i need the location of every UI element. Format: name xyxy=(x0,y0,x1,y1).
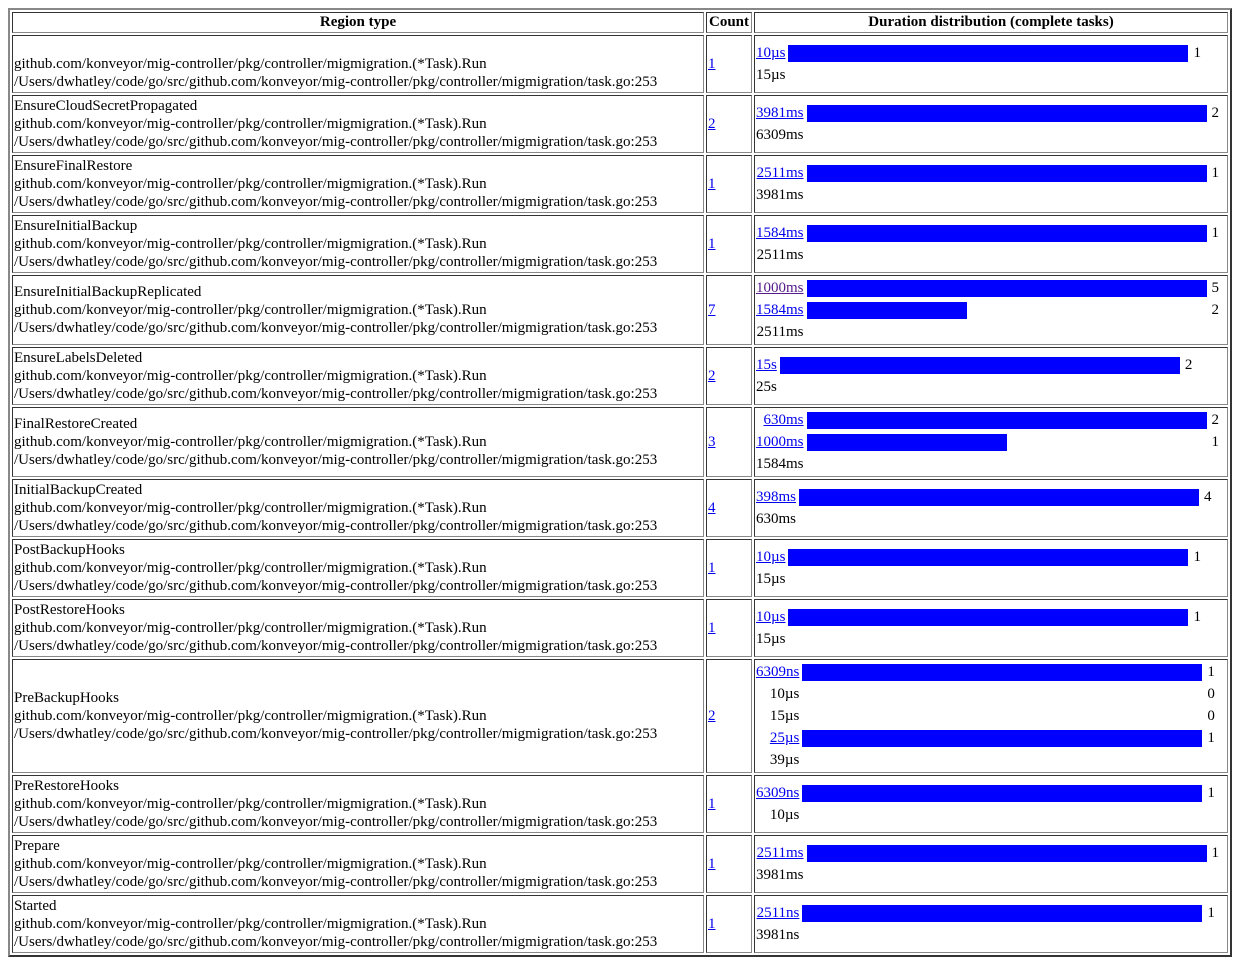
duration-distribution-cell xyxy=(754,155,1228,213)
histogram-bar xyxy=(802,905,1202,922)
duration-distribution-cell xyxy=(754,895,1228,953)
count-cell xyxy=(706,407,752,477)
histogram-bar xyxy=(780,357,1180,374)
region-name: PostBackupHooks xyxy=(14,542,125,558)
region-table-body xyxy=(12,35,1228,953)
histogram-bar xyxy=(799,489,1199,506)
count-cell xyxy=(706,895,752,953)
duration-distribution-cell xyxy=(754,539,1228,597)
upper-bound-label: 2511ms xyxy=(756,246,804,263)
bucket-count: 1 xyxy=(1207,729,1215,746)
histogram-bucket xyxy=(756,354,1192,376)
upper-bound-label: 3981ms xyxy=(756,186,804,203)
bucket-count: 1 xyxy=(1193,608,1201,625)
bucket-link[interactable]: 10µs xyxy=(756,44,786,61)
histogram-bar xyxy=(788,45,1188,62)
region-type-cell xyxy=(12,659,704,773)
histogram xyxy=(756,486,1212,530)
header-count: Count xyxy=(706,12,752,33)
histogram-bucket xyxy=(756,42,1201,64)
upper-bound-label: 15µs xyxy=(756,630,786,647)
upper-bound-label: 10µs xyxy=(769,806,800,823)
histogram-bar xyxy=(802,664,1202,681)
histogram-bucket xyxy=(756,661,1215,683)
bucket-link[interactable]: 1584ms xyxy=(756,224,804,241)
region-name: EnsureInitialBackupReplicated xyxy=(14,284,202,300)
bucket-link[interactable]: 2511ns xyxy=(756,904,800,921)
histogram-bar xyxy=(807,280,1207,297)
histogram xyxy=(756,354,1192,398)
histogram-bucket xyxy=(756,222,1219,244)
region-type-cell xyxy=(12,407,704,477)
region-file: /Users/dwhatley/code/go/src/github.com/konveyor/mig-controller/pkg/controller/migmigration/task.go:253 xyxy=(14,74,658,90)
region-name: EnsureInitialBackup xyxy=(14,218,138,234)
region-type-cell xyxy=(12,599,704,657)
bucket-link[interactable]: 25µs xyxy=(769,729,800,746)
region-file: /Users/dwhatley/code/go/src/github.com/konveyor/mig-controller/pkg/controller/migmigration/task.go:253 xyxy=(14,726,658,742)
histogram-bar xyxy=(807,225,1207,242)
count-link[interactable]: 1 xyxy=(708,915,716,932)
duration-distribution-cell xyxy=(754,95,1228,153)
histogram xyxy=(756,409,1219,475)
bucket-count: 0 xyxy=(1207,685,1215,702)
histogram xyxy=(756,277,1219,343)
count-link[interactable]: 1 xyxy=(708,855,716,872)
histogram xyxy=(756,661,1215,771)
table-row xyxy=(12,407,1228,477)
histogram-bucket xyxy=(756,782,1215,804)
region-function: github.com/konveyor/mig-controller/pkg/controller/migmigration.(*Task).Run xyxy=(14,56,487,72)
bucket-link[interactable]: 6309ns xyxy=(756,663,800,680)
region-function: github.com/konveyor/mig-controller/pkg/controller/migmigration.(*Task).Run xyxy=(14,176,487,192)
histogram-upper-bound xyxy=(756,864,1219,886)
histogram-bar xyxy=(807,845,1207,862)
table-row xyxy=(12,599,1228,657)
table-row xyxy=(12,659,1228,773)
region-name: PostRestoreHooks xyxy=(14,602,125,618)
count-link[interactable]: 1 xyxy=(708,559,716,576)
region-file: /Users/dwhatley/code/go/src/github.com/konveyor/mig-controller/pkg/controller/migmigration/task.go:253 xyxy=(14,874,658,890)
bucket-count: 0 xyxy=(1207,707,1215,724)
region-name: PreRestoreHooks xyxy=(14,778,119,794)
histogram-bar xyxy=(807,165,1207,182)
upper-bound-label: 1584ms xyxy=(756,455,804,472)
histogram-bucket xyxy=(756,102,1219,124)
histogram xyxy=(756,222,1219,266)
histogram-bar xyxy=(807,412,1207,429)
histogram-upper-bound xyxy=(756,124,1219,146)
histogram xyxy=(756,782,1215,826)
bucket-link[interactable]: 1000ms xyxy=(756,279,804,296)
upper-bound-label: 3981ns xyxy=(756,926,800,943)
region-type-cell xyxy=(12,835,704,893)
region-function: github.com/konveyor/mig-controller/pkg/controller/migmigration.(*Task).Run xyxy=(14,236,487,252)
histogram-bucket xyxy=(756,299,1219,321)
histogram xyxy=(756,606,1201,650)
upper-bound-label: 2511ms xyxy=(756,323,804,340)
region-type-cell xyxy=(12,275,704,345)
region-type-cell xyxy=(12,895,704,953)
histogram-bucket xyxy=(756,277,1219,299)
bucket-link[interactable]: 6309ns xyxy=(756,784,800,801)
bucket-count: 1 xyxy=(1207,904,1215,921)
region-function: github.com/konveyor/mig-controller/pkg/controller/migmigration.(*Task).Run xyxy=(14,796,487,812)
histogram xyxy=(756,162,1219,206)
duration-distribution-cell xyxy=(754,215,1228,273)
count-link[interactable]: 2 xyxy=(708,707,716,724)
region-type-cell xyxy=(12,215,704,273)
count-cell xyxy=(706,599,752,657)
count-link[interactable]: 4 xyxy=(708,499,716,516)
histogram-bar xyxy=(802,785,1202,802)
bucket-count: 1 xyxy=(1207,663,1215,680)
region-file: /Users/dwhatley/code/go/src/github.com/konveyor/mig-controller/pkg/controller/migmigration/task.go:253 xyxy=(14,814,658,830)
histogram-bucket xyxy=(756,409,1219,431)
histogram-upper-bound xyxy=(756,804,1215,826)
bucket-link[interactable]: 398ms xyxy=(756,488,797,505)
region-name: InitialBackupCreated xyxy=(14,482,143,498)
region-file: /Users/dwhatley/code/go/src/github.com/konveyor/mig-controller/pkg/controller/migmigration/task.go:253 xyxy=(14,320,658,336)
histogram-bucket xyxy=(756,683,1215,705)
region-function: github.com/konveyor/mig-controller/pkg/controller/migmigration.(*Task).Run xyxy=(14,434,487,450)
upper-bound-label: 15µs xyxy=(756,570,786,587)
table-row xyxy=(12,95,1228,153)
bucket-count: 1 xyxy=(1211,224,1220,241)
upper-bound-label: 630ms xyxy=(756,510,797,527)
region-type-cell xyxy=(12,775,704,833)
region-file: /Users/dwhatley/code/go/src/github.com/konveyor/mig-controller/pkg/controller/migmigration/task.go:253 xyxy=(14,934,658,950)
region-name xyxy=(14,37,702,55)
count-cell xyxy=(706,479,752,537)
histogram-bucket xyxy=(756,842,1219,864)
header-row xyxy=(12,12,1228,33)
upper-bound-label: 25s xyxy=(756,378,777,395)
count-cell xyxy=(706,659,752,773)
region-function: github.com/konveyor/mig-controller/pkg/controller/migmigration.(*Task).Run xyxy=(14,302,487,318)
region-type-cell xyxy=(12,155,704,213)
table-row xyxy=(12,275,1228,345)
histogram-upper-bound xyxy=(756,321,1219,343)
count-cell xyxy=(706,347,752,405)
count-link[interactable]: 7 xyxy=(708,301,716,318)
region-name: Prepare xyxy=(14,838,60,854)
count-link[interactable]: 1 xyxy=(708,235,716,252)
histogram-upper-bound xyxy=(756,453,1219,475)
count-cell xyxy=(706,835,752,893)
histogram-bar xyxy=(788,609,1188,626)
region-name: EnsureLabelsDeleted xyxy=(14,350,143,366)
bucket-count: 1 xyxy=(1211,844,1220,861)
bucket-link[interactable]: 1584ms xyxy=(756,301,804,318)
histogram-upper-bound xyxy=(756,376,1192,398)
duration-distribution-cell xyxy=(754,659,1228,773)
bucket-count: 1 xyxy=(1211,433,1220,450)
count-cell xyxy=(706,95,752,153)
bucket-count: 2 xyxy=(1211,104,1220,121)
count-cell xyxy=(706,155,752,213)
region-type-cell xyxy=(12,95,704,153)
histogram-bucket xyxy=(756,431,1219,453)
bucket-link[interactable]: 15s xyxy=(756,356,777,373)
region-function: github.com/konveyor/mig-controller/pkg/controller/migmigration.(*Task).Run xyxy=(14,916,487,932)
bucket-label: 10µs xyxy=(769,685,800,702)
region-function: github.com/konveyor/mig-controller/pkg/controller/migmigration.(*Task).Run xyxy=(14,620,487,636)
table-row xyxy=(12,835,1228,893)
bucket-link[interactable]: 2511ms xyxy=(756,844,804,861)
duration-distribution-cell xyxy=(754,347,1228,405)
region-file: /Users/dwhatley/code/go/src/github.com/konveyor/mig-controller/pkg/controller/migmigration/task.go:253 xyxy=(14,386,658,402)
bucket-count: 2 xyxy=(1184,356,1193,373)
histogram-upper-bound xyxy=(756,568,1201,590)
header-region-type: Region type xyxy=(12,12,704,33)
table-row xyxy=(12,155,1228,213)
duration-distribution-cell xyxy=(754,775,1228,833)
header-duration-distribution: Duration distribution (complete tasks) xyxy=(754,12,1228,33)
table-row xyxy=(12,35,1228,93)
region-name: EnsureCloudSecretPropagated xyxy=(14,98,198,114)
histogram-bucket xyxy=(756,727,1215,749)
upper-bound-label: 3981ms xyxy=(756,866,804,883)
region-type-cell xyxy=(12,35,704,93)
region-name: FinalRestoreCreated xyxy=(14,416,138,432)
histogram-bucket xyxy=(756,546,1201,568)
region-file: /Users/dwhatley/code/go/src/github.com/konveyor/mig-controller/pkg/controller/migmigration/task.go:253 xyxy=(14,452,658,468)
count-link[interactable]: 2 xyxy=(708,115,716,132)
upper-bound-label: 39µs xyxy=(769,751,800,768)
upper-bound-label: 15µs xyxy=(756,66,786,83)
histogram-bar xyxy=(807,302,967,319)
count-link[interactable]: 3 xyxy=(708,433,716,450)
region-name: PreBackupHooks xyxy=(14,690,119,706)
duration-distribution-cell xyxy=(754,275,1228,345)
count-link[interactable]: 1 xyxy=(708,619,716,636)
count-link[interactable]: 1 xyxy=(708,795,716,812)
region-name: Started xyxy=(14,898,57,914)
bucket-count: 2 xyxy=(1211,411,1220,428)
region-function: github.com/konveyor/mig-controller/pkg/controller/migmigration.(*Task).Run xyxy=(14,560,487,576)
table-row xyxy=(12,775,1228,833)
bucket-link[interactable]: 1000ms xyxy=(756,433,804,450)
region-function: github.com/konveyor/mig-controller/pkg/controller/migmigration.(*Task).Run xyxy=(14,856,487,872)
region-function: github.com/konveyor/mig-controller/pkg/controller/migmigration.(*Task).Run xyxy=(14,116,487,132)
histogram-bar xyxy=(807,105,1207,122)
duration-distribution-cell xyxy=(754,599,1228,657)
region-file: /Users/dwhatley/code/go/src/github.com/konveyor/mig-controller/pkg/controller/migmigration/task.go:253 xyxy=(14,254,658,270)
bucket-link[interactable]: 3981ms xyxy=(756,104,804,121)
bucket-count: 4 xyxy=(1204,488,1212,505)
table-row xyxy=(12,479,1228,537)
histogram-upper-bound xyxy=(756,184,1219,206)
region-file: /Users/dwhatley/code/go/src/github.com/konveyor/mig-controller/pkg/controller/migmigration/task.go:253 xyxy=(14,134,658,150)
histogram xyxy=(756,102,1219,146)
bucket-count: 5 xyxy=(1211,279,1220,296)
histogram-bucket xyxy=(756,162,1219,184)
count-cell xyxy=(706,539,752,597)
region-function: github.com/konveyor/mig-controller/pkg/controller/migmigration.(*Task).Run xyxy=(14,500,487,516)
count-link[interactable]: 2 xyxy=(708,367,716,384)
region-file: /Users/dwhatley/code/go/src/github.com/konveyor/mig-controller/pkg/controller/migmigration/task.go:253 xyxy=(14,638,658,654)
region-file: /Users/dwhatley/code/go/src/github.com/konveyor/mig-controller/pkg/controller/migmigration/task.go:253 xyxy=(14,578,658,594)
region-type-cell xyxy=(12,479,704,537)
histogram-upper-bound xyxy=(756,924,1215,946)
histogram-bar xyxy=(807,434,1007,451)
region-function: github.com/konveyor/mig-controller/pkg/controller/migmigration.(*Task).Run xyxy=(14,708,487,724)
count-link[interactable]: 1 xyxy=(708,55,716,72)
histogram-upper-bound xyxy=(756,749,1215,771)
duration-distribution-cell xyxy=(754,479,1228,537)
histogram-upper-bound xyxy=(756,628,1201,650)
histogram-upper-bound xyxy=(756,508,1212,530)
histogram xyxy=(756,42,1201,86)
count-cell xyxy=(706,275,752,345)
bucket-link[interactable]: 10µs xyxy=(756,608,786,625)
bucket-link[interactable]: 630ms xyxy=(763,411,804,428)
bucket-label: 15µs xyxy=(769,707,800,724)
histogram-upper-bound xyxy=(756,244,1219,266)
bucket-link[interactable]: 2511ms xyxy=(756,164,804,181)
bucket-link[interactable]: 10µs xyxy=(756,548,786,565)
duration-distribution-cell xyxy=(754,835,1228,893)
region-file: /Users/dwhatley/code/go/src/github.com/konveyor/mig-controller/pkg/controller/migmigration/task.go:253 xyxy=(14,518,658,534)
table-row xyxy=(12,539,1228,597)
bucket-count: 2 xyxy=(1211,301,1220,318)
region-file: /Users/dwhatley/code/go/src/github.com/konveyor/mig-controller/pkg/controller/migmigration/task.go:253 xyxy=(14,194,658,210)
count-cell xyxy=(706,215,752,273)
histogram xyxy=(756,842,1219,886)
histogram-upper-bound xyxy=(756,64,1201,86)
histogram xyxy=(756,546,1201,590)
upper-bound-label: 6309ms xyxy=(756,126,804,143)
table-row xyxy=(12,347,1228,405)
histogram-bucket xyxy=(756,486,1212,508)
histogram-bar xyxy=(788,549,1188,566)
region-name: EnsureFinalRestore xyxy=(14,158,133,174)
region-function: github.com/konveyor/mig-controller/pkg/controller/migmigration.(*Task).Run xyxy=(14,368,487,384)
region-type-cell xyxy=(12,347,704,405)
region-type-cell xyxy=(12,539,704,597)
histogram-bucket xyxy=(756,705,1215,727)
count-link[interactable]: 1 xyxy=(708,175,716,192)
histogram-bar xyxy=(802,730,1202,747)
bucket-count: 1 xyxy=(1207,784,1215,801)
bucket-count: 1 xyxy=(1211,164,1220,181)
table-row xyxy=(12,215,1228,273)
histogram xyxy=(756,902,1215,946)
count-cell xyxy=(706,775,752,833)
table-row xyxy=(12,895,1228,953)
count-cell xyxy=(706,35,752,93)
region-table xyxy=(8,8,1232,957)
duration-distribution-cell xyxy=(754,407,1228,477)
bucket-count: 1 xyxy=(1193,44,1201,61)
duration-distribution-cell xyxy=(754,35,1228,93)
bucket-count: 1 xyxy=(1193,548,1201,565)
histogram-bucket xyxy=(756,606,1201,628)
histogram-bucket xyxy=(756,902,1215,924)
